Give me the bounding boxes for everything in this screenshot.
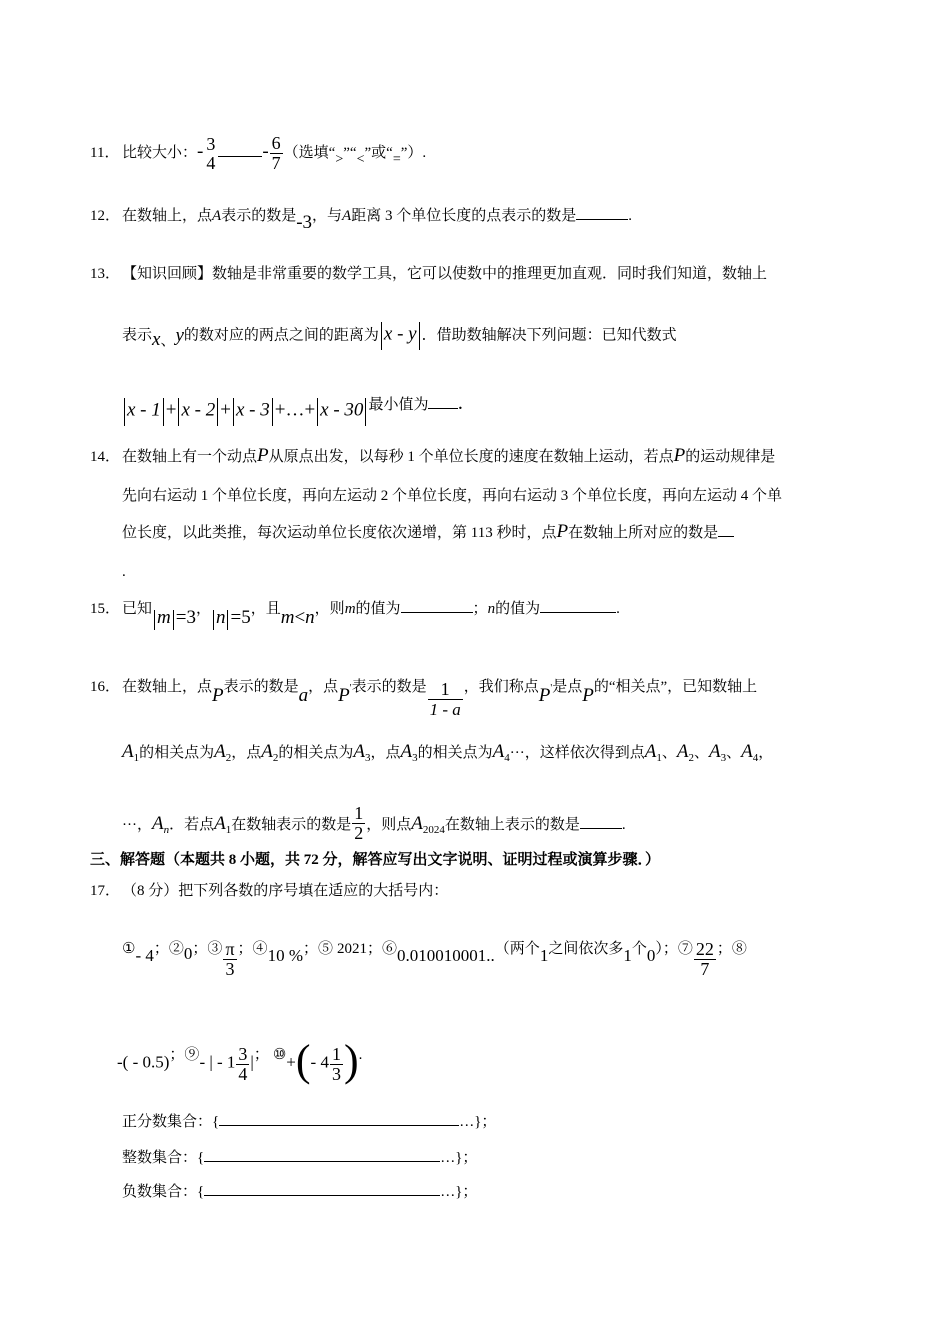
section-3-heading: 三、解答题（本题共 8 小题，共 72 分，解答应写出文字说明、证明过程或演算步骤．） [90, 852, 661, 868]
answer-blank-positive-fractions[interactable] [219, 1124, 459, 1126]
fraction-pi-3: $\frac{\pi}{3}$ [225, 939, 235, 979]
fraction-3-4: 3 4 [206, 133, 216, 173]
answer-blank-negatives[interactable] [204, 1194, 440, 1196]
question-12: 12． 在数轴上，点A表示的数是-3，与A距离 3 个单位长度的点表示的数是 . [90, 208, 632, 233]
question-16-line2: $A_1$的相关点为$A_2$，点$A_2$的相关点为$A_3$，点$A_3$的相关点为$A_4\cdot\cdot\cdot$，这样依次得到点$A_1$、$A_2$、$A_3$、$A_4$， [122, 741, 774, 764]
question-13-line1: 13． 【知识回顾】数轴是非常重要的数学工具，它可以使数中的推理更加直观．同时我们知道，数轴上 [90, 266, 768, 282]
abs-x-minus-y: x - y [383, 323, 417, 345]
question-17-numbers-line2: -( - 0.5)；⑨- | - 1 $\frac{3}{4}$ |； ⑩+(- 4 $\frac{1}{3}$ ). [117, 1036, 363, 1085]
fraction-1-3-mixed: $\frac{1}{3}$ [331, 1043, 341, 1084]
fraction-3-4-mixed: $\frac{3}{4}$ [238, 1043, 248, 1084]
fraction-6-7: $\frac{6}{7}$ [271, 133, 281, 173]
answer-blank-m[interactable] [401, 611, 473, 613]
answer-blank-n[interactable] [540, 611, 616, 613]
question-14-line3: 位长度，以此类推，每次运动单位长度依次递增，第 113 秒时，点P在数轴上所对应的数是 [122, 522, 734, 543]
question-17-intro: 17． （8 分）把下列各数的序号填在适应的大括号内： [90, 883, 449, 899]
set-negatives: 负数集合：{ …}； [122, 1184, 478, 1200]
answer-blank[interactable] [580, 827, 622, 829]
fraction-1-2: $\frac{1}{2}$ [354, 803, 364, 843]
question-13-line2: 表示x、y的数对应的两点之间的距离为 x - y ．借助数轴解决下列问题：已知代数式 [122, 323, 677, 351]
question-16-line3: ···，$A_n$．若点$A_1$在数轴表示的数是 $\frac{1}{2}$ ，则点$A_{2024}$在数轴上表示的数是 . [122, 803, 626, 843]
question-15: 15． 已知 m =3， n =5，且m<n，则m的值为 ；n的值为 . [90, 601, 620, 628]
answer-blank-integers[interactable] [204, 1160, 440, 1162]
question-16-line1: 16． 在数轴上，点P表示的数是a，点P'表示的数是 $\frac{1}{1 - a}$ ，我们称点P'是点P的“相关点”，已知数轴上 [90, 678, 758, 719]
fraction-22-7: $\frac{22}{7}$ [695, 939, 714, 979]
question-13-line3: x - 1 + x - 2 + x - 3 +…+ x - 30 最小值为 . [122, 398, 462, 426]
answer-blank[interactable] [718, 535, 734, 537]
question-17-numbers-line1: ①- 4；②0；③ $\frac{\pi}{3}$ ；④10 %；⑤ 2021；⑥0.010010001..（两个1之间依次多1个0）；⑦ $\frac{22}{7}$ ；⑧ [122, 939, 747, 979]
question-14-line2: 先向右运动 1 个单位长度，再向左运动 2 个单位长度，再向右运动 3 个单位长度，再向左运动 4 个单 [122, 488, 783, 504]
answer-blank[interactable] [576, 218, 628, 220]
answer-blank[interactable] [428, 407, 458, 409]
question-14-line1: 14． 在数轴上有一个动点P从原点出发，以每秒 1 个单位长度的速度在数轴上运动，若点P的运动规律是 [90, 445, 776, 466]
set-integers: 整数集合：{ …}； [122, 1150, 478, 1166]
question-14-line4: . [122, 564, 126, 580]
question-11: 11． 比较大小：- 3 4 - $\frac{6}{7}$ （选填“>”“<”或“=”）. [90, 133, 427, 173]
set-positive-fractions: 正分数集合：{ …}； [122, 1114, 497, 1130]
fraction-1-over-1-minus-a: $\frac{1}{1 - a}$ [429, 679, 461, 719]
answer-blank[interactable] [218, 155, 262, 157]
